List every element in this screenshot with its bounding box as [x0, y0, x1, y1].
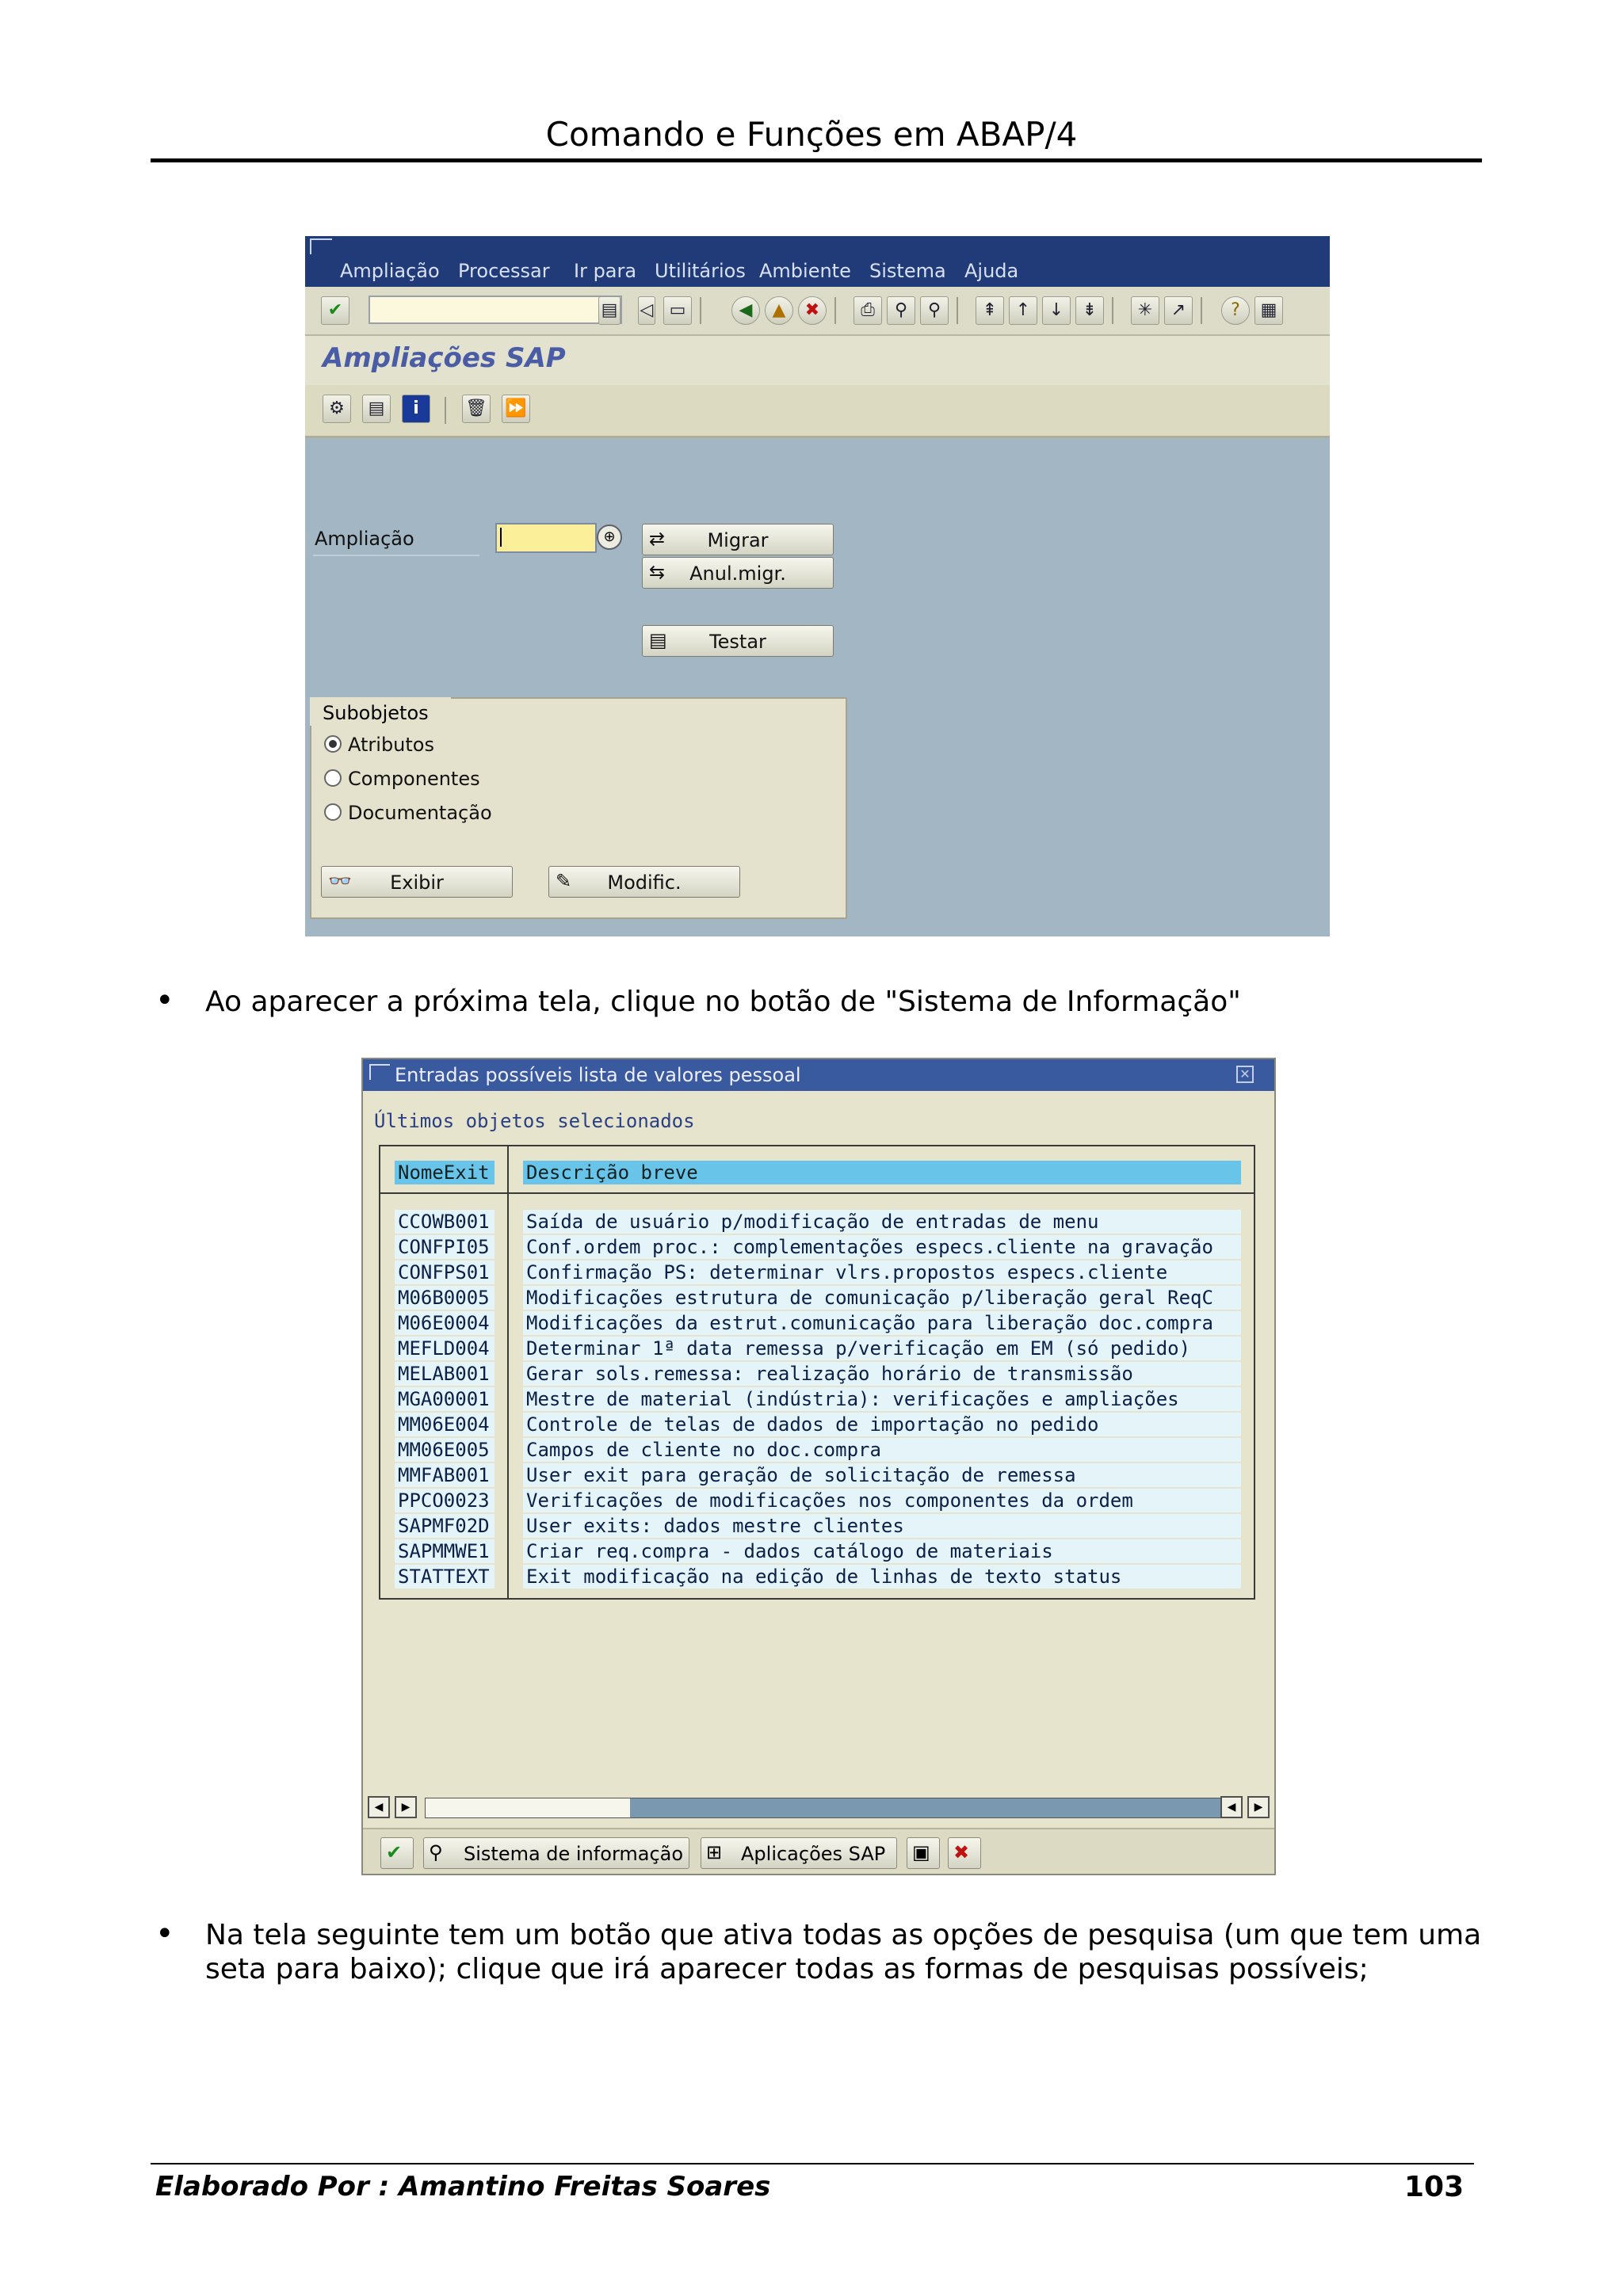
table-cell-nomeexit[interactable]: PPCO0023 — [395, 1489, 495, 1512]
exit-icon[interactable]: ▲ — [765, 296, 793, 325]
toolbar-separator — [1201, 297, 1202, 324]
binoculars-icon: ⚲ — [429, 1841, 443, 1863]
pencil-icon: ✎ — [556, 870, 572, 892]
table-cell-descricao[interactable]: Modificações estrutura de comunicação p/liberação geral ReqC — [523, 1286, 1241, 1310]
toolbar-separator — [957, 297, 958, 324]
table-cell-descricao[interactable]: Controle de telas de dados de importação no pedido — [523, 1413, 1241, 1436]
exibir-button[interactable]: 👓 Exibir — [321, 866, 513, 898]
table-cell-nomeexit[interactable]: SAPMF02D — [395, 1514, 495, 1538]
horizontal-scrollbar[interactable] — [368, 1796, 1270, 1821]
window-icon[interactable] — [310, 238, 332, 254]
migrar-button[interactable]: ⇄ Migrar — [642, 524, 834, 555]
print-icon[interactable]: ⎙ — [854, 296, 882, 325]
shortcut-icon[interactable]: ↗ — [1164, 296, 1193, 325]
table-cell-nomeexit[interactable]: M06B0005 — [395, 1286, 495, 1310]
radio-label-componentes: Componentes — [348, 768, 480, 790]
find-icon[interactable]: ⚲ — [887, 296, 915, 325]
application-toolbar — [305, 385, 1330, 438]
scroll-left-icon[interactable]: ◀ — [1220, 1796, 1243, 1818]
bullet-text-2-line-1: Na tela seguinte tem um botão que ativa todas as opções de pesquisa (um que tem uma — [205, 1919, 1482, 1951]
ampliacao-input[interactable] — [495, 523, 597, 553]
hierarchy-icon: ⊞ — [706, 1841, 723, 1863]
toolbar-separator — [445, 397, 446, 424]
label-underline — [313, 555, 479, 556]
find-next-icon[interactable]: ⚲ — [920, 296, 949, 325]
other-object-icon[interactable]: ⚙ — [323, 395, 351, 423]
table-cell-nomeexit[interactable]: MM06E005 — [395, 1438, 495, 1462]
command-dropdown-icon[interactable]: ▤ — [598, 296, 621, 325]
table-cell-nomeexit[interactable]: M06E0004 — [395, 1311, 495, 1335]
glasses-icon: 👓 — [328, 870, 352, 892]
activate-icon[interactable]: ⏩ — [502, 395, 530, 423]
table-cell-nomeexit[interactable]: CONFPI05 — [395, 1235, 495, 1259]
page-number: 103 — [1404, 2171, 1465, 2203]
radio-atributos[interactable] — [324, 735, 342, 753]
table-cell-descricao[interactable]: Saída de usuário p/modificação de entradas de menu — [523, 1210, 1241, 1234]
menu-ajuda[interactable]: Ajuda — [964, 260, 1019, 282]
back-icon[interactable]: ◀ — [731, 296, 760, 325]
modific-button[interactable]: ✎ Modific. — [548, 866, 740, 898]
next-page-icon[interactable]: ↓ — [1042, 296, 1071, 325]
search-help-icon[interactable]: ⊕ — [597, 524, 622, 550]
dialog-title-bar — [363, 1059, 1276, 1091]
toolbar-separator — [1112, 297, 1113, 324]
table-cell-descricao[interactable]: User exits: dados mestre clientes — [523, 1514, 1241, 1538]
column-header-descricao[interactable]: Descrição breve — [523, 1161, 1241, 1184]
screen-title: Ampliações SAP — [323, 342, 566, 374]
first-page-icon[interactable]: ⇞ — [976, 296, 1004, 325]
test-icon: ▤ — [649, 629, 667, 651]
window-icon[interactable] — [369, 1064, 390, 1080]
bullet-marker: • — [155, 1916, 174, 1952]
menu-ampliacao[interactable]: Ampliação — [340, 260, 440, 282]
table-cell-descricao[interactable]: Exit modificação na edição de linhas de texto status — [523, 1565, 1241, 1589]
column-header-nomeexit[interactable]: NomeExit — [395, 1161, 495, 1184]
standard-toolbar — [305, 287, 1330, 336]
menu-ir-para[interactable]: Ir para — [574, 260, 637, 282]
table-cell-nomeexit[interactable]: SAPMMWE1 — [395, 1539, 495, 1563]
footer-author: Elaborado Por : Amantino Freitas Soares — [155, 2171, 771, 2203]
bullet-text-2-line-2: seta para baixo); clique que irá aparecer todas as formas de pesquisas possíveis; — [205, 1953, 1369, 1985]
footer-rule — [151, 2163, 1474, 2164]
menu-processar[interactable]: Processar — [458, 260, 550, 282]
previous-page-icon[interactable]: ↑ — [1009, 296, 1037, 325]
layout-menu-icon[interactable]: ▦ — [1254, 296, 1283, 325]
enter-icon[interactable]: ✔ — [321, 296, 349, 325]
collapse-icon[interactable]: ◁ — [638, 296, 655, 325]
table-cell-descricao[interactable]: Conf.ordem proc.: complementações especs.cliente na gravação — [523, 1235, 1241, 1259]
confirm-button[interactable] — [380, 1837, 414, 1869]
table-cell-nomeexit[interactable]: MMFAB001 — [395, 1463, 495, 1487]
table-cell-descricao[interactable]: Gerar sols.remessa: realização horário de transmissão — [523, 1362, 1241, 1386]
scroll-left-icon[interactable]: ◀ — [368, 1796, 390, 1818]
new-session-icon[interactable]: ✳ — [1131, 296, 1159, 325]
table-cell-descricao[interactable]: User exit para geração de solicitação de remessa — [523, 1463, 1241, 1487]
scroll-right-icon[interactable]: ▶ — [1247, 1796, 1270, 1818]
table-cell-nomeexit[interactable]: MEFLD004 — [395, 1337, 495, 1360]
sap-enhancement-screen — [305, 236, 1330, 936]
save-icon[interactable]: ▭ — [663, 296, 692, 325]
close-icon[interactable]: ✕ — [1236, 1066, 1254, 1083]
bullet-text-1: Ao aparecer a próxima tela, clique no botão de "Sistema de Informação" — [205, 986, 1241, 1018]
info-system-button[interactable]: ⚲ Sistema de informação — [423, 1837, 689, 1869]
personal-list-button[interactable] — [907, 1837, 940, 1869]
undo-migrate-icon: ⇆ — [649, 561, 666, 583]
table-cell-nomeexit[interactable]: MGA00001 — [395, 1387, 495, 1411]
menu-utilitarios[interactable]: Utilitários — [655, 260, 746, 282]
dialog-footer-toolbar — [363, 1828, 1276, 1875]
table-cell-descricao[interactable]: Determinar 1ª data remessa p/verificação em EM (só pedido) — [523, 1337, 1241, 1360]
delete-icon[interactable]: 🗑 — [462, 395, 491, 423]
menu-bar — [305, 236, 1330, 287]
toolbar-separator — [834, 297, 836, 324]
dialog-subtitle: Últimos objetos selecionados — [374, 1110, 695, 1132]
menu-sistema[interactable]: Sistema — [869, 260, 946, 282]
screen-title-bar — [305, 336, 1330, 385]
table-cell-descricao[interactable]: Criar req.compra - dados catálogo de materiais — [523, 1539, 1241, 1563]
dialog-title: Entradas possíveis lista de valores pessoal — [395, 1064, 801, 1086]
table-cell-nomeexit[interactable]: CCOWB001 — [395, 1210, 495, 1234]
scroll-thumb[interactable] — [426, 1798, 630, 1817]
bullet-marker: • — [155, 982, 174, 1019]
command-field[interactable] — [369, 296, 622, 324]
header-separator — [379, 1192, 1255, 1194]
cancel-icon[interactable]: ✖ — [798, 296, 827, 325]
table-cell-descricao[interactable]: Mestre de material (indústria): verificações e ampliações — [523, 1387, 1241, 1411]
table-cell-nomeexit[interactable]: MELAB001 — [395, 1362, 495, 1386]
checkmark-icon: ✔ — [386, 1841, 403, 1863]
table-cell-nomeexit[interactable]: CONFPS01 — [395, 1261, 495, 1284]
radio-label-documentacao: Documentação — [348, 802, 492, 824]
column-separator — [507, 1145, 509, 1600]
subobjects-title: Subobjetos — [323, 702, 429, 724]
table-cell-nomeexit[interactable]: MM06E004 — [395, 1413, 495, 1436]
migrate-icon: ⇄ — [649, 528, 666, 550]
radio-componentes[interactable] — [324, 769, 342, 787]
subobjects-title-tab — [310, 697, 451, 726]
anul-migr-button[interactable]: ⇆ Anul.migr. — [642, 557, 834, 589]
testar-button[interactable]: ▤ Testar — [642, 625, 834, 657]
table-cell-descricao[interactable]: Confirmação PS: determinar vlrs.propostos especs.cliente — [523, 1261, 1241, 1284]
table-cell-descricao[interactable]: Verificações de modificações nos componentes da ordem — [523, 1489, 1241, 1512]
scroll-track[interactable] — [425, 1798, 1222, 1818]
radio-label-atributos: Atributos — [348, 734, 434, 756]
table-cell-descricao[interactable]: Modificações da estrut.comunicação para liberação doc.compra — [523, 1311, 1241, 1335]
info-icon[interactable]: i — [402, 395, 430, 423]
test-icon[interactable]: ▤ — [362, 395, 391, 423]
help-icon[interactable]: ? — [1221, 296, 1250, 325]
menu-ambiente[interactable]: Ambiente — [759, 260, 851, 282]
sap-applications-button[interactable]: ⊞ Aplicações SAP — [701, 1837, 897, 1869]
cancel-button[interactable] — [948, 1837, 981, 1869]
radio-documentacao[interactable] — [324, 803, 342, 821]
header-rule — [151, 158, 1482, 162]
list-save-icon: ▣ — [912, 1841, 930, 1863]
table-cell-nomeexit[interactable]: STATTEXT — [395, 1565, 495, 1589]
text-cursor — [500, 528, 502, 547]
possible-entries-dialog — [361, 1058, 1276, 1875]
field-label-ampliacao: Ampliação — [315, 528, 414, 550]
toolbar-separator — [700, 297, 701, 324]
cancel-icon: ✖ — [953, 1841, 970, 1863]
last-page-icon[interactable]: ⇟ — [1075, 296, 1104, 325]
scroll-right-icon[interactable]: ▶ — [395, 1796, 417, 1818]
table-cell-descricao[interactable]: Campos de cliente no doc.compra — [523, 1438, 1241, 1462]
document-header: Comando e Funções em ABAP/4 — [545, 115, 1078, 154]
